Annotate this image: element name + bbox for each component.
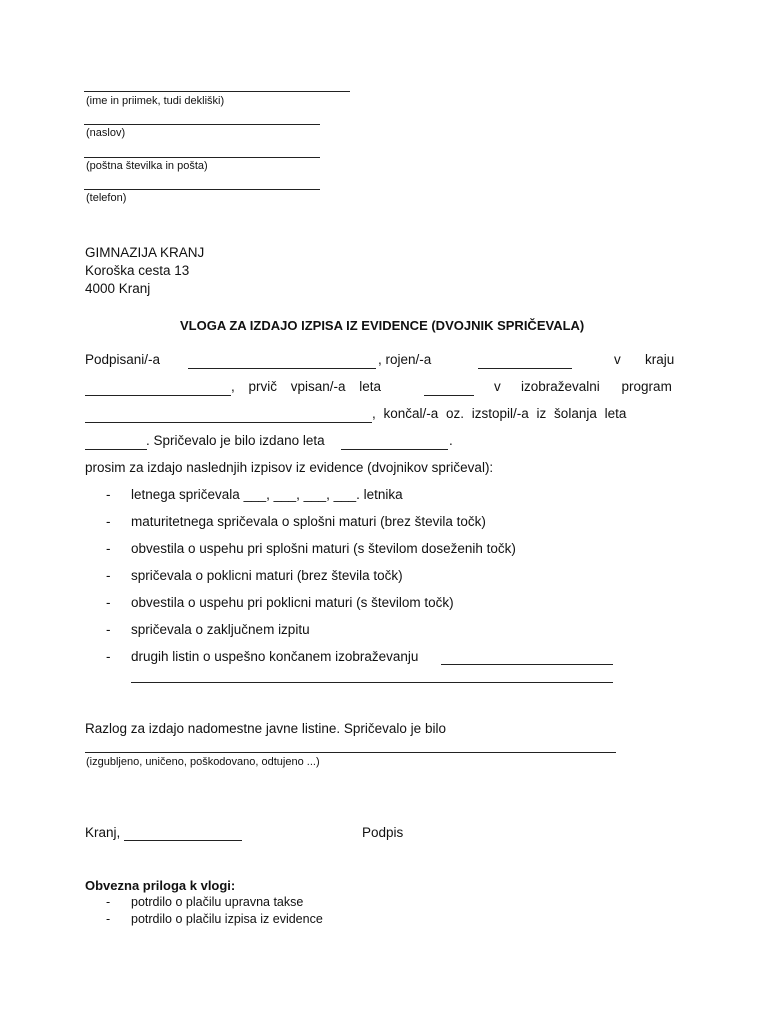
kraju-label: kraju [645, 352, 675, 367]
rojen-label: , rojen/-a [378, 352, 432, 367]
post-line[interactable] [84, 157, 320, 158]
list-dash: - [106, 649, 111, 664]
prosim-text: prosim za izdajo naslednjih izpisov iz evidence (dvojnikov spričeval): [85, 460, 494, 475]
reason-caption: (izgubljeno, uničeno, poškodovano, odtujeno ...) [86, 756, 320, 768]
reason-field[interactable] [85, 752, 616, 753]
list-dash: - [106, 541, 111, 556]
v-label: v [614, 352, 621, 367]
other-docs-field-2[interactable] [131, 682, 613, 683]
list-item: spričevala o zaključnem izpitu [131, 622, 310, 637]
phone-line[interactable] [84, 189, 320, 190]
attachment-item: potrdilo o plačilu upravna takse [131, 895, 304, 909]
list-dash: - [106, 895, 111, 909]
prvic-label: , prvič vpisan/-a leta [231, 379, 382, 394]
list-item: drugih listin o uspešno končanem izobraževanju [131, 649, 419, 664]
list-item: letnega spričevala ___, ___, ___, ___. letnika [131, 487, 403, 502]
v2-label: v [494, 379, 501, 394]
list-dash: - [106, 912, 111, 926]
date-field[interactable] [124, 840, 242, 841]
address-line[interactable] [84, 124, 320, 125]
list-dash: - [106, 487, 111, 502]
list-dash: - [106, 595, 111, 610]
kraj-field[interactable] [85, 395, 231, 396]
address-caption: (naslov) [86, 127, 126, 139]
attachment-item: potrdilo o plačilu izpisa iz evidence [131, 912, 323, 926]
izdano-field[interactable] [341, 449, 448, 450]
list-item: obvestila o uspehu pri splošni maturi (s številom doseženih točk) [131, 541, 516, 556]
recipient-line3: 4000 Kranj [85, 281, 151, 296]
recipient-line2: Koroška cesta 13 [85, 263, 190, 278]
list-item: spričevala o poklicni maturi (brez števila točk) [131, 568, 403, 583]
name-caption: (ime in priimek, tudi dekliški) [86, 95, 225, 107]
list-dash: - [106, 514, 111, 529]
list-item: obvestila o uspehu pri poklicni maturi (s številom točk) [131, 595, 454, 610]
program-label: izobraževalni program [521, 379, 672, 394]
podpisani-label: Podpisani/-a [85, 352, 161, 367]
reason-text: Razlog za izdajo nadomestne javne listine. Spričevalo je bilo [85, 721, 446, 736]
post-caption: (poštna številka in pošta) [86, 160, 208, 172]
list-item: maturitetnega spričevala o splošni maturi (brez števila točk) [131, 514, 486, 529]
list-dash: - [106, 622, 111, 637]
form-title: VLOGA ZA IZDAJO IZPISA IZ EVIDENCE (DVOJNIK SPRIČEVALA) [180, 318, 585, 333]
place-label: Kranj, [85, 825, 121, 840]
list-dash: - [106, 568, 111, 583]
koncal-label: , končal/-a oz. izstopil/-a iz šolanja leta [372, 406, 627, 421]
other-docs-field[interactable] [441, 664, 613, 665]
program-field[interactable] [85, 422, 372, 423]
leto-field[interactable] [85, 449, 147, 450]
podpisani-field[interactable] [188, 368, 376, 369]
phone-caption: (telefon) [86, 192, 127, 204]
izdano-period: . [449, 433, 453, 448]
leta-field[interactable] [424, 395, 474, 396]
signature-label: Podpis [362, 825, 404, 840]
recipient-line1: GIMNAZIJA KRANJ [85, 245, 205, 260]
attachments-heading: Obvezna priloga k vlogi: [85, 878, 236, 893]
rojen-field[interactable] [478, 368, 572, 369]
name-line[interactable] [84, 91, 350, 92]
izdano-label: . Spričevalo je bilo izdano leta [146, 433, 325, 448]
